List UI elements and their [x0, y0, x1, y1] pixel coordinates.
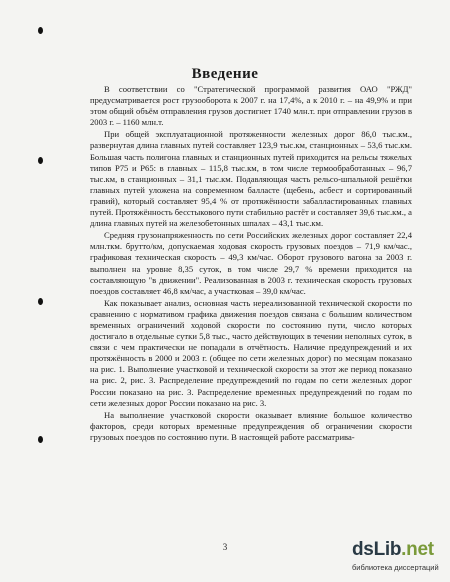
paragraph: На выполнение участковой скорости оказывает влияние большое количество факторов, среди которых временные предупреждения об ограничении скорости грузовых поездов по состоянию пути. В настоящей работе рассматрива-	[90, 409, 412, 442]
paragraph: Как показывает анализ, основная часть нереализованной технической скорости по сравнению с нормативом графика движения поездов связана с большим количеством временных ограничений ходовой скорости по состоянию пути, число которых достигало в отдельные сутки 5,8 тыс., часто действующих в течении неполных суток, в связи с чем практически не попадали в отчётность. Наличие предупреждений и их протяжённость в 2000 и 2003 г. (общее по сети железных дорог) по месяцам показано на рис. 1. Выполнение участковой и технической скорости за этот же период показано на рис. 2, рис. 3. Распределение предупреждений по годам по сети железных дорог России показано на рис. 3. Распределение временных предупреждений по годам по сети железных дорог России показано на рис. 3.	[90, 297, 412, 408]
page-title: Введение	[191, 66, 259, 82]
scan-mark	[38, 436, 43, 443]
scan-mark	[38, 27, 43, 34]
watermark-logo[interactable]	[352, 539, 448, 579]
paragraph: Средняя грузонапряженность по сети Российских железных дорог составляет 22,4 млн.ткм. брутто/км, допускаемая ходовая скорость грузовых поездов – 71,9 км/час., графиковая техническая скорость – 49,3 км/час. Оборот грузового вагона за 2003 г. выполнен на уровне 8,35 суток, в том числе 29,7 % времени приходится на составляющую "в движении". Реализованная в 2003 г. техническая скорость грузовых поездов составляет 46,8 км/час, а участковая – 39,0 км/час.	[90, 230, 412, 296]
watermark-caption: библиотека диссертаций	[352, 563, 439, 572]
scan-mark	[38, 157, 43, 164]
paragraph: В соответствии со "Стратегической программой развития ОАО "РЖД" предусматривается рост грузооборота к 2007 г. на 17,4%, а к 2010 г. – на 49,9% и при этом общий объём отправления грузов достигнет 1740 млн.т. при отправлении грузов в 2003 г. – 1160 млн.т.	[90, 84, 412, 128]
paragraph: При общей эксплуатационной протяженности железных дорог 86,0 тыс.км., развернутая длина главных путей составляет 123,9 тыс.км, станционных – 53,6 тыс.км. Большая часть полигона главных и станционных путей приходится на рельсы тяжелых типов Р75 и Р65: в главных – 115,8 тыс.км, в том числе термообработанных – 96,7 тыс.км, в станционных – 31,1 тыс.км. Подавляющая часть рельсо-шпальной решётки главных путей уложена на современном балласте (щебень, асбест и сортированный гравий), который составляет 95,4 % от протяжённости забалластированных главных путей. Протяжённость бесстыкового пути стабильно растёт и составляет 39,6 тыс.км., а длина главных путей на железобетонных шпалах – 43,1 тыс.км.	[90, 129, 412, 229]
scan-mark	[38, 298, 43, 305]
page-number: 3	[222, 542, 228, 552]
watermark-brand: dsLib.net	[352, 539, 434, 560]
body-text	[90, 84, 412, 444]
